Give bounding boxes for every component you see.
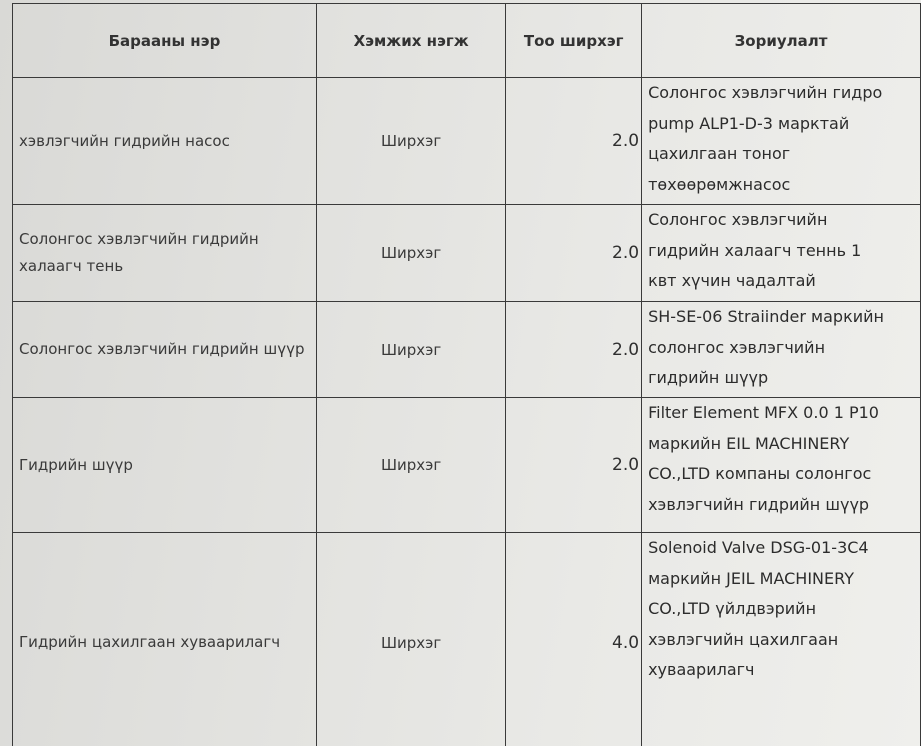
unit-cell: Ширхэг <box>316 533 505 746</box>
purpose-line: CO.,LTD компаны солонгос <box>648 464 872 483</box>
goods-name-cell: Гидрийн шүүр <box>13 398 317 533</box>
unit-cell: Ширхэг <box>316 78 505 205</box>
purpose-line: солонгос хэвлэгчийн <box>648 337 826 357</box>
purpose-line: төхөөрөмжнасос <box>648 174 791 194</box>
quantity-cell: 2.0 <box>506 398 642 533</box>
purpose-line: маркийн JEIL MACHINERY <box>648 568 854 588</box>
purpose-line: маркийн EIL MACHINERY <box>648 433 850 453</box>
purpose-line: цахилгаан тоног <box>648 144 791 163</box>
purpose-line: гидрийн халаагч теннь 1 <box>648 240 862 260</box>
purpose-line: Солонгос хэвлэгчийн гидро <box>648 83 883 102</box>
purpose-line: хэвлэгчийн цахилгаан <box>648 629 839 649</box>
purpose-line: CO.,LTD үйлдвэрийн <box>648 599 817 618</box>
purpose-cell <box>642 78 921 205</box>
purpose-line: Filter Element MFX 0.0 1 P10 <box>648 403 879 422</box>
table-row <box>13 78 921 205</box>
purpose-cell <box>642 398 921 533</box>
quantity-cell: 2.0 <box>506 205 642 302</box>
purpose-line: квт хүчин чадалтай <box>648 271 816 290</box>
purpose-line: хуваарилагч <box>648 660 755 679</box>
header-goods-name: Барааны нэр <box>13 4 317 78</box>
table-row <box>13 205 921 302</box>
goods-name-cell: хэвлэгчийн гидрийн насос <box>13 78 317 205</box>
purpose-line: хэвлэгчийн гидрийн шүүр <box>648 494 870 514</box>
unit-cell: Ширхэг <box>316 398 505 533</box>
goods-table <box>12 3 921 746</box>
header-quantity: Тоо ширхэг <box>506 4 642 78</box>
table-row <box>13 398 921 533</box>
table-row <box>13 302 921 398</box>
purpose-line: pump ALP1-D-3 марктай <box>648 113 850 133</box>
table-header-row <box>13 4 921 78</box>
purpose-cell <box>642 302 921 398</box>
purpose-cell <box>642 533 921 746</box>
goods-name-cell: Солонгос хэвлэгчийн гидрийн шүүр <box>13 302 317 398</box>
goods-name-cell: Гидрийн цахилгаан хуваарилагч <box>13 533 317 746</box>
unit-cell: Ширхэг <box>316 205 505 302</box>
unit-cell: Ширхэг <box>316 302 505 398</box>
quantity-cell: 2.0 <box>506 78 642 205</box>
header-unit: Хэмжих нэгж <box>316 4 505 78</box>
purpose-line: Solenoid Valve DSG-01-3C4 <box>648 538 869 557</box>
purpose-line: гидрийн шүүр <box>648 368 769 387</box>
goods-name-cell: Солонгос хэвлэгчийн гидрийн халаагч тень <box>13 205 317 302</box>
quantity-cell: 2.0 <box>506 302 642 398</box>
purpose-line: Солонгос хэвлэгчийн <box>648 210 828 229</box>
purpose-line: SH-SE-06 Straiinder маркийн <box>648 307 884 326</box>
purpose-cell <box>642 205 921 302</box>
header-purpose: Зориулалт <box>642 4 921 78</box>
quantity-cell: 4.0 <box>506 533 642 746</box>
table-row <box>13 533 921 746</box>
